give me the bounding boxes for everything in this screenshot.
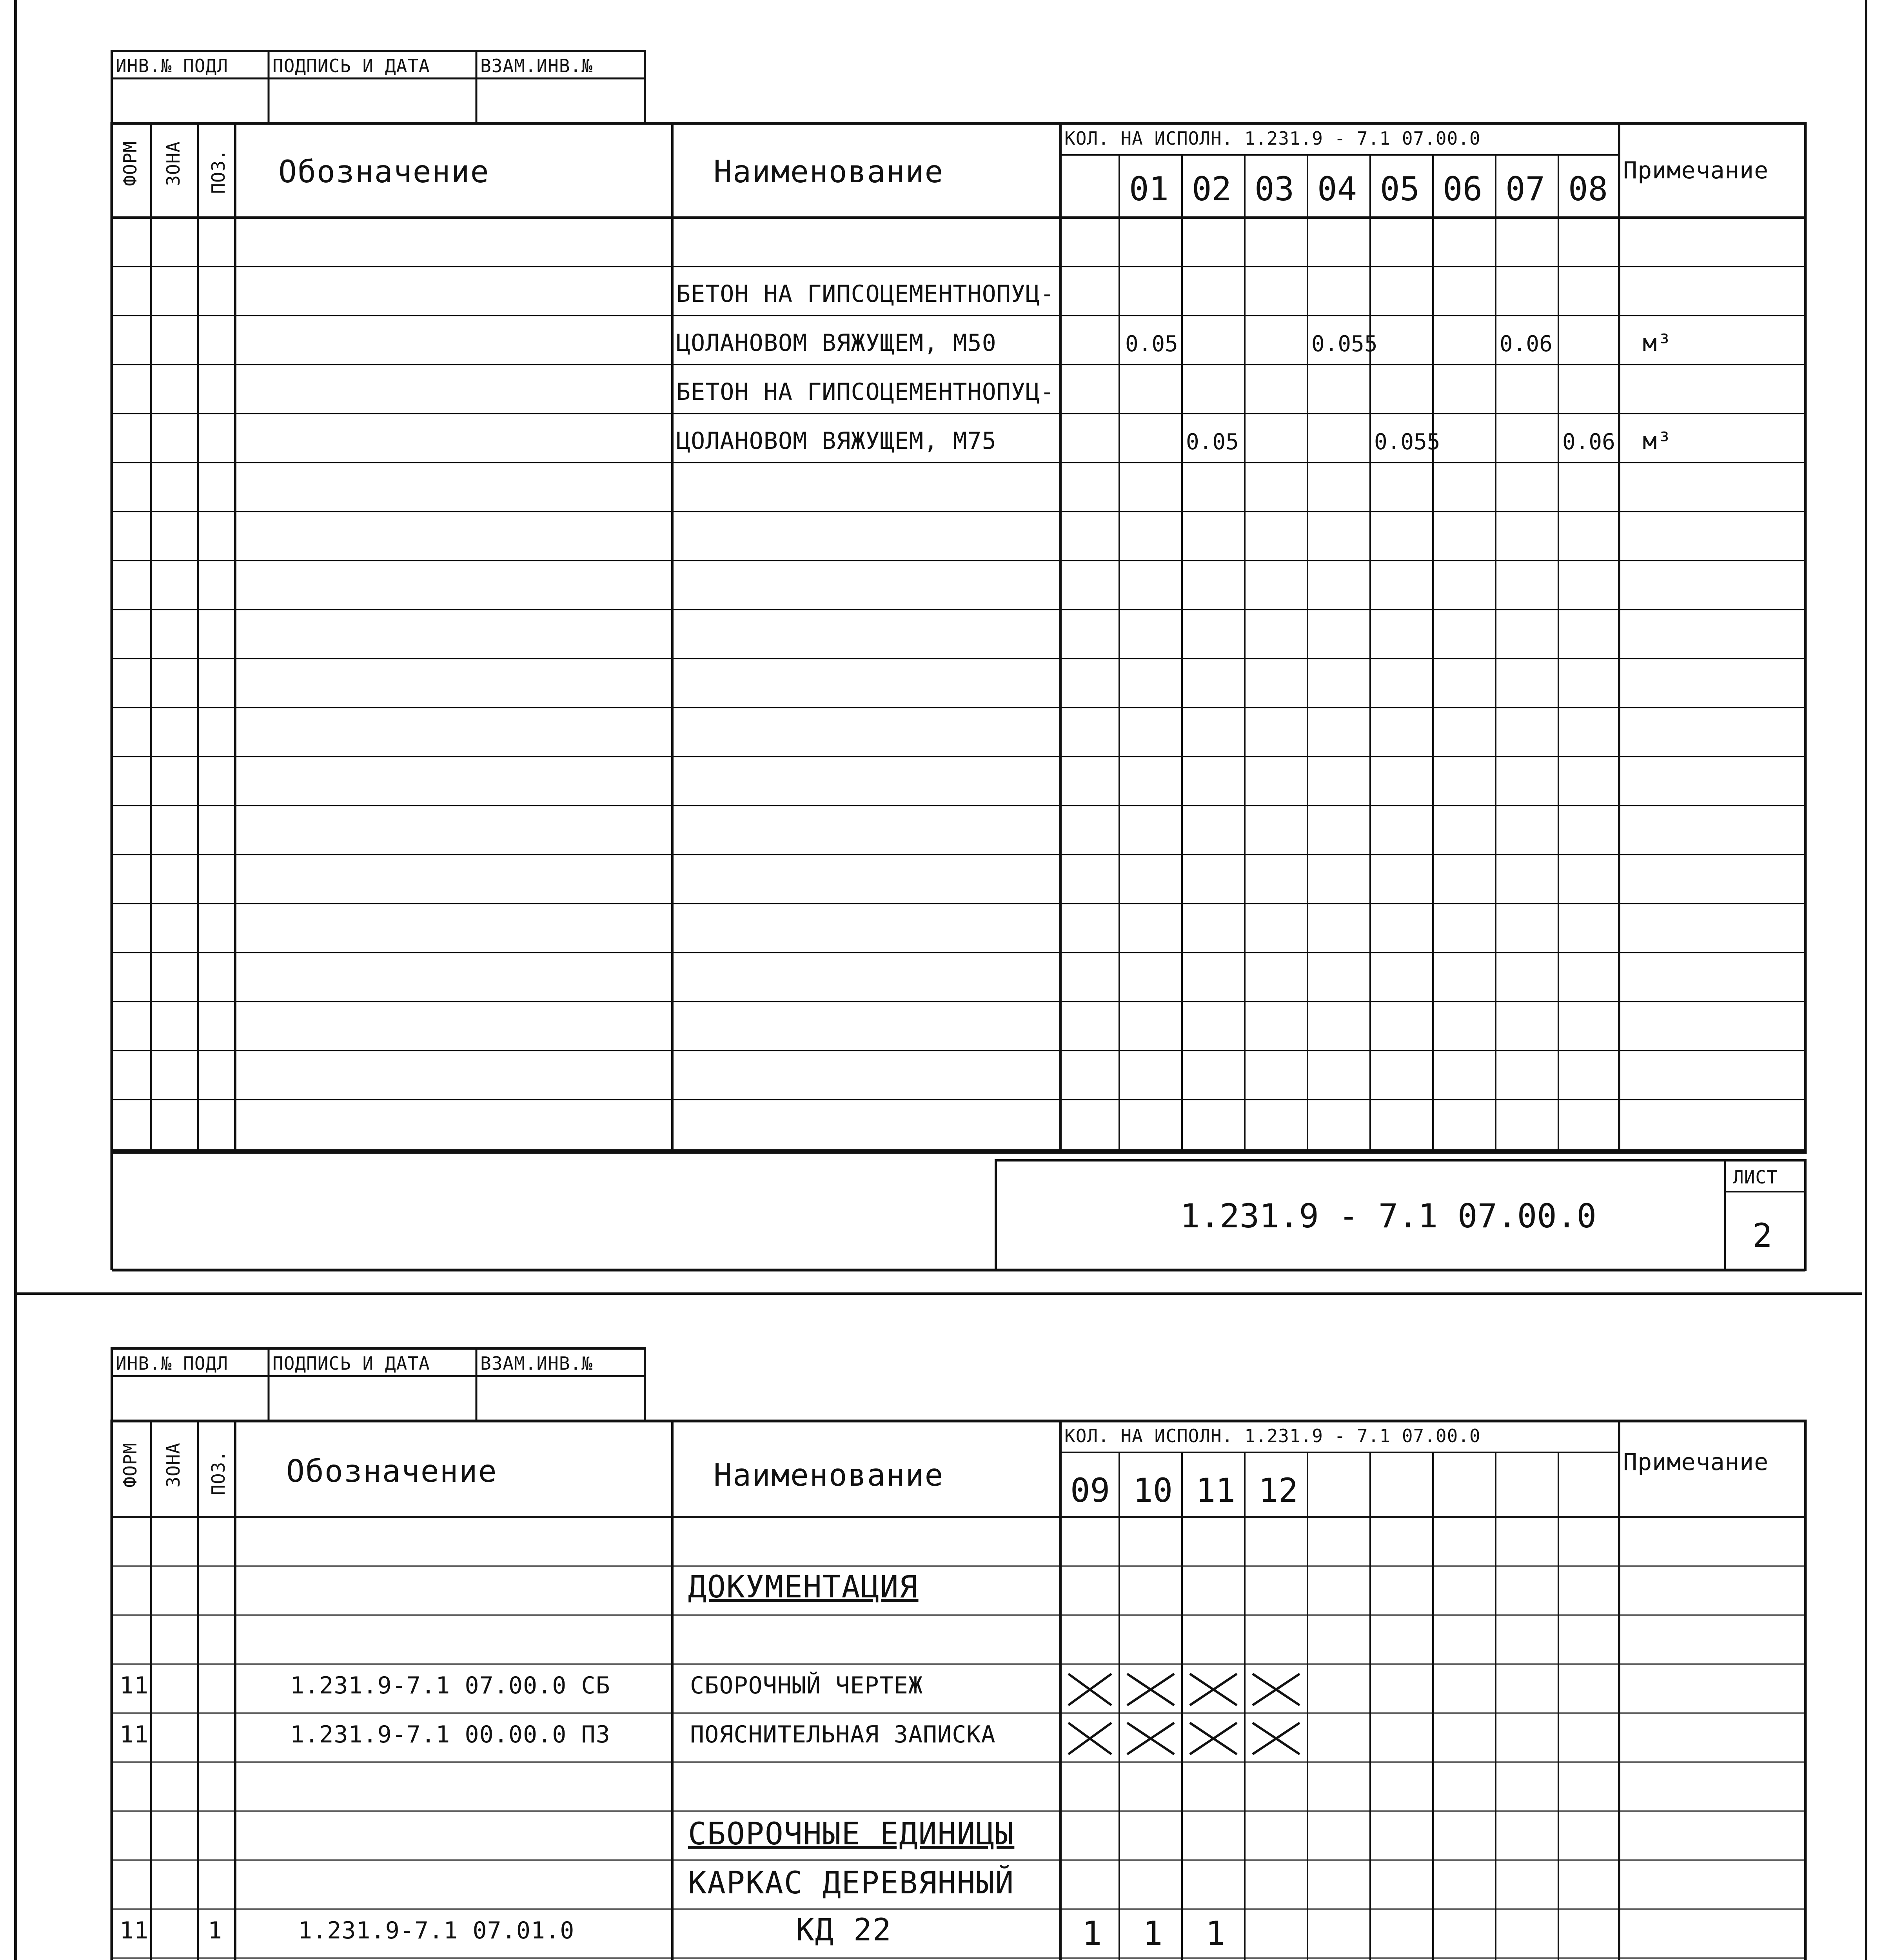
row-name: СБОРОЧНЫЙ ЧЕРТЕЖ (690, 1672, 923, 1699)
value-08: 0.06 (1562, 429, 1615, 455)
col-header-oboznachenie: Обозначение (286, 1454, 498, 1489)
stamp-inv-podl: ИНВ.№ ПОДЛ (116, 55, 228, 76)
value-05: 0.055 (1374, 429, 1440, 455)
col-header-kol-ispoln: КОЛ. НА ИСПОЛН. 1.231.9 - 7.1 07.00.0 (1064, 1425, 1481, 1446)
value-10: 1 (1143, 1914, 1163, 1953)
col-header-form: ФОРМ (120, 1443, 141, 1488)
col-header-poz: ПОЗ. (208, 149, 229, 194)
row-code: 1.231.9-7.1 07.01.0 (298, 1917, 575, 1944)
row-name: ЦОЛАНОВОМ ВЯЖУЩЕМ, М75 (676, 427, 997, 455)
section-sb-units: СБОРОЧНЫЕ ЕДИНИЦЫ (688, 1817, 1015, 1852)
list-number: 2 (1752, 1216, 1772, 1255)
variant-01: 01 (1129, 170, 1169, 208)
stamp-vzam-inv: ВЗАМ.ИНВ.№ (480, 1353, 593, 1374)
row-name: ЦОЛАНОВОМ ВЯЖУЩЕМ, М50 (676, 329, 997, 357)
value-07: 0.06 (1500, 331, 1553, 357)
section-dokumentaciya: ДОКУМЕНТАЦИЯ (688, 1570, 919, 1605)
col-header-naimenovanie: Наименование (714, 154, 944, 190)
variant-09: 09 (1070, 1471, 1110, 1510)
value-11: 1 (1206, 1914, 1226, 1953)
stamp-vzam-inv: ВЗАМ.ИНВ.№ (480, 55, 593, 76)
row-name: БЕТОН НА ГИПСОЦЕМЕНТНОПУЦ- (676, 280, 1055, 308)
col-header-naimenovanie: Наименование (714, 1458, 944, 1493)
row-name: ПОЯСНИТЕЛЬНАЯ ЗАПИСКА (690, 1721, 996, 1748)
col-header-oboznachenie: Обозначение (278, 154, 490, 190)
row-note: м³ (1643, 427, 1672, 455)
row-code: 1.231.9-7.1 07.00.0 СБ (290, 1672, 610, 1699)
col-header-zona: ЗОНА (163, 141, 184, 186)
col-header-primechanie: Примечание (1623, 1448, 1769, 1476)
row-name: БЕТОН НА ГИПСОЦЕМЕНТНОПУЦ- (676, 378, 1055, 406)
list-label: ЛИСТ (1733, 1167, 1778, 1188)
value-02: 0.05 (1186, 429, 1239, 455)
value-04: 0.055 (1311, 331, 1378, 357)
col-header-zona: ЗОНА (163, 1443, 184, 1488)
variant-10: 10 (1133, 1471, 1173, 1510)
col-header-poz: ПОЗ. (208, 1450, 229, 1495)
value-01: 0.05 (1125, 331, 1178, 357)
col-header-kol-ispoln: КОЛ. НА ИСПОЛН. 1.231.9 - 7.1 07.00.0 (1064, 128, 1481, 149)
stamp-inv-podl: ИНВ.№ ПОДЛ (116, 1353, 228, 1374)
variant-02: 02 (1192, 170, 1232, 208)
variant-11: 11 (1196, 1471, 1236, 1510)
col-header-primechanie: Примечание (1623, 157, 1769, 184)
row-note: м³ (1643, 329, 1672, 357)
value-09: 1 (1082, 1914, 1102, 1953)
row-form: 11 (120, 1917, 149, 1944)
variant-06: 06 (1443, 170, 1483, 208)
row-code: 1.231.9-7.1 00.00.0 ПЗ (290, 1721, 610, 1748)
variant-08: 08 (1568, 170, 1608, 208)
row-name: КД 22 (796, 1913, 892, 1948)
row-name: КАРКАС ДЕРЕВЯННЫЙ (688, 1866, 1015, 1901)
stamp-podpis-data: ПОДПИСЬ И ДАТА (272, 55, 430, 76)
variant-03: 03 (1255, 170, 1295, 208)
doc-code: 1.231.9 - 7.1 07.00.0 (1180, 1197, 1597, 1235)
variant-05: 05 (1380, 170, 1420, 208)
variant-04: 04 (1317, 170, 1357, 208)
row-form: 11 (120, 1672, 149, 1699)
variant-12: 12 (1258, 1471, 1298, 1510)
row-poz: 1 (208, 1917, 223, 1944)
col-header-form: ФОРМ (120, 141, 141, 186)
variant-07: 07 (1505, 170, 1545, 208)
row-form: 11 (120, 1721, 149, 1748)
stamp-podpis-data: ПОДПИСЬ И ДАТА (272, 1353, 430, 1374)
